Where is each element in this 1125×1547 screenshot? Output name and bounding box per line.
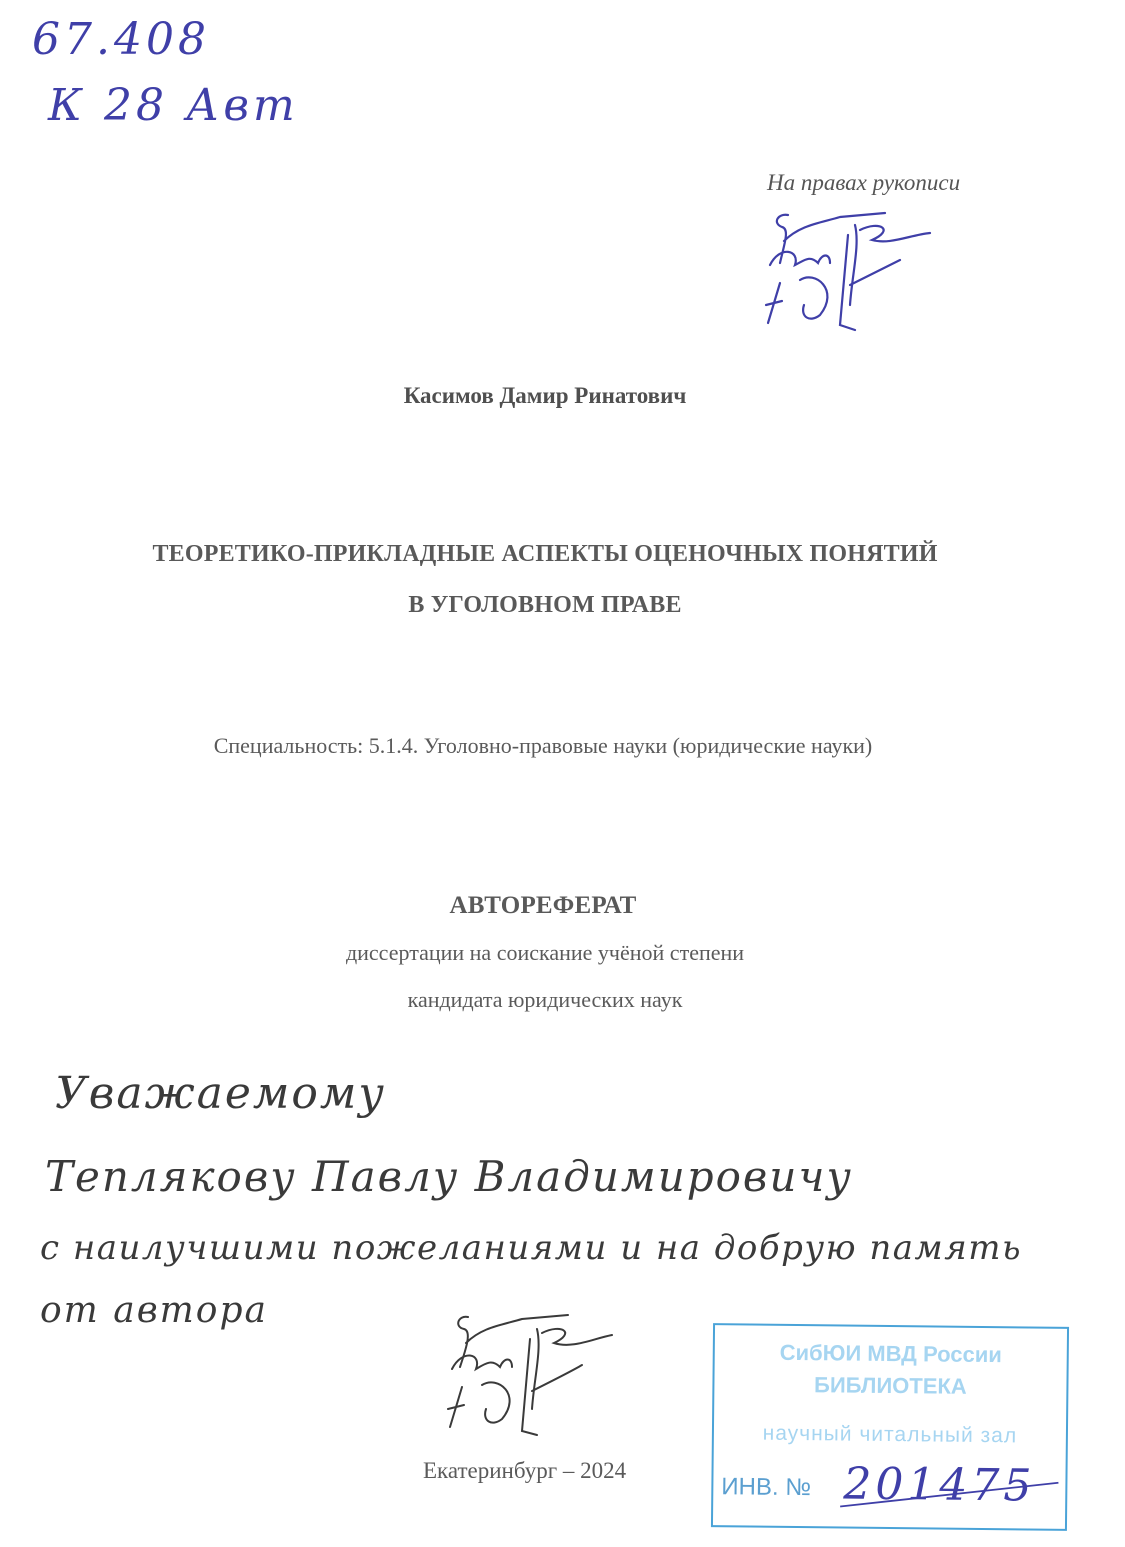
manuscript-note: На правах рукописи [767,170,961,195]
city-year: Екатеринбург – 2024 [423,1458,627,1483]
abstract-line-1: диссертации на соискание учёной степени [345,940,745,965]
dedication-line-1: Уважаемому [55,1068,386,1119]
stamp-line-2: БИБЛИОТЕКА [813,1372,967,1399]
inv-number-underline [838,1474,1068,1516]
abstract-heading: АВТОРЕФЕРАТ [449,892,637,919]
dedication-line-2: Теплякову Павлу Владимировичу [45,1152,853,1201]
dedication-line-3: с наилучшими пожеланиями и на добрую память [40,1228,1022,1268]
author-signature-top [760,205,950,345]
dedication-line-4: от автора [40,1290,268,1331]
specialty: Специальность: 5.1.4. Уголовно-правовые науки (юридические науки) [213,733,873,758]
title-line-1: ТЕОРЕТИКО-ПРИКЛАДНЫЕ АСПЕКТЫ ОЦЕНОЧНЫХ ПОНЯТИЙ [152,541,938,567]
abstract-line-2: кандидата юридических наук [407,987,683,1012]
stamp-inv-number: 201475 [843,1458,1036,1512]
stamp-inv-label: ИНВ. № [721,1473,812,1502]
shelf-mark-line2: К 28 Авт [48,80,299,131]
stamp-line-3: научный читальный зал [762,1421,1018,1448]
author-signature-bottom [440,1305,640,1465]
title-line-2: В УГОЛОВНОМ ПРАВЕ [408,592,682,618]
author-name: Касимов Дамир Ринатович [403,383,687,408]
library-stamp [711,1323,1069,1531]
shelf-mark-line1: 67.408 [32,14,210,65]
stamp-line-1: СибЮИ МВД России [779,1339,1002,1368]
